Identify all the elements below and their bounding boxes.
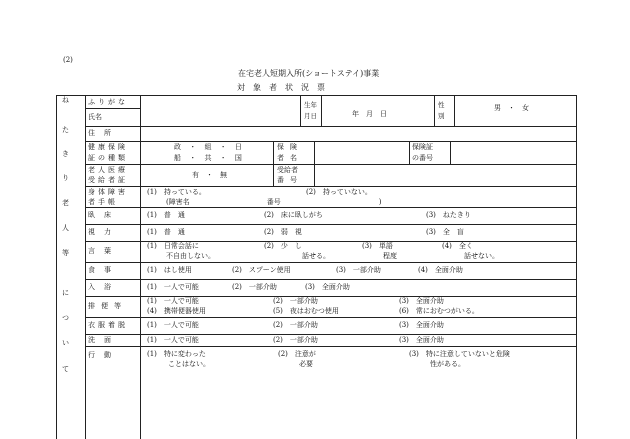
recipient-number-label-2: 番号	[277, 176, 303, 184]
insurance-number-field[interactable]	[451, 142, 575, 163]
insurance-type-options-2[interactable]: 船 ・ 共 ・ 国	[174, 154, 245, 162]
toilet-option-3[interactable]: (3) 全面介助	[399, 297, 444, 305]
behavior-option-1[interactable]: (1) 特に変わった	[147, 350, 206, 358]
vision-option-3[interactable]: (3) 全 盲	[426, 228, 464, 236]
furigana-label: ふりがな	[88, 98, 128, 106]
bed-option-1[interactable]: (1) 普 通	[147, 211, 185, 219]
toilet-option-5[interactable]: (5) 夜はおむつ使用	[273, 307, 339, 315]
recipient-number-label-1: 受給者	[277, 166, 298, 174]
vision-option-2[interactable]: (2) 弱 視	[264, 228, 302, 236]
meal-option-3[interactable]: (3) 一部介助	[336, 266, 381, 274]
insurance-number-label-2: の番号	[412, 154, 433, 162]
bath-option-2[interactable]: (2) 一部介助	[232, 283, 277, 291]
toilet-option-1[interactable]: (1) 一人で可能	[147, 297, 199, 305]
bed-option-2[interactable]: (2) 床に臥しがち	[264, 211, 323, 219]
disability-option-2[interactable]: (2) 持っていない。	[306, 188, 372, 196]
sex-label-2: 別	[438, 112, 445, 120]
furigana-field[interactable]	[141, 96, 299, 108]
speech-option-4[interactable]: (4) 全く	[442, 242, 473, 250]
behavior-option-2[interactable]: (2) 注意が	[278, 350, 316, 358]
address-field[interactable]	[141, 127, 575, 140]
disability-label-1: 身体障害	[88, 188, 128, 196]
behavior-option-3[interactable]: (3) 特に注意していないと危険	[409, 350, 510, 358]
document-title: 在宅老人短期入所(ショートステイ)事業	[238, 69, 380, 78]
meal-label: 食事	[88, 266, 120, 274]
insured-name-label-1: 保険	[277, 143, 303, 151]
dressing-label: 衣服着脱	[88, 321, 128, 329]
bed-option-3[interactable]: (3) ねたきり	[426, 211, 471, 219]
sex-options[interactable]: 男 ・ 女	[494, 104, 529, 112]
insurance-type-label-1: 健康保険	[88, 143, 128, 151]
vision-label: 視力	[88, 228, 120, 236]
elder-medical-options[interactable]: 有 ・ 無	[192, 171, 227, 179]
address-label: 住所	[88, 129, 120, 137]
vision-option-1[interactable]: (1) 普 通	[147, 228, 185, 236]
speech-option-3[interactable]: (3) 単語	[362, 242, 393, 250]
face-wash-option-1[interactable]: (1) 一人で可能	[147, 336, 199, 344]
toilet-option-6[interactable]: (6) 常におむつがいる。	[399, 307, 479, 315]
document-subtitle: 対 象 者 状 況 票	[237, 83, 325, 92]
toilet-label: 排便等	[88, 302, 127, 310]
speech-option-2[interactable]: (2) 少 し	[264, 242, 302, 250]
insurance-type-label-2: 証の種類	[88, 154, 128, 162]
bath-label: 入浴	[88, 283, 120, 291]
speech-option-1[interactable]: (1) 日常会話に	[147, 242, 199, 250]
bath-option-3[interactable]: (3) 全面介助	[305, 283, 350, 291]
speech-label: 言葉	[88, 247, 120, 255]
face-wash-label: 洗面	[88, 336, 120, 344]
face-wash-option-3[interactable]: (3) 全面介助	[399, 336, 444, 344]
meal-option-2[interactable]: (2) スプーン使用	[232, 266, 291, 274]
insurance-number-label-1: 保険証	[412, 143, 433, 151]
dressing-option-1[interactable]: (1) 一人で可能	[147, 321, 199, 329]
name-label: 氏名	[88, 113, 102, 121]
toilet-option-4[interactable]: (4) 携帯便器使用	[147, 307, 206, 315]
birth-date-field[interactable]: 年 月 日	[352, 110, 387, 118]
meal-option-1[interactable]: (1) はし使用	[147, 266, 192, 274]
recipient-number-field[interactable]	[315, 165, 575, 185]
bed-label: 臥床	[88, 211, 120, 219]
insured-name-field[interactable]	[315, 142, 408, 163]
bath-option-1[interactable]: (1) 一人で可能	[147, 283, 199, 291]
sex-label-1: 性	[438, 101, 445, 109]
page-label: (2)	[63, 56, 73, 64]
behavior-label: 行動	[88, 351, 120, 359]
insurance-type-options-1[interactable]: 政 ・ 組 ・ 日	[174, 143, 245, 151]
insured-name-label-2: 者名	[277, 154, 303, 162]
disability-label-2: 者手帳	[88, 198, 118, 206]
meal-option-4[interactable]: (4) 全面介助	[418, 266, 463, 274]
name-field[interactable]	[141, 109, 299, 125]
face-wash-option-2[interactable]: (2) 一部介助	[273, 336, 318, 344]
elder-medical-label-1: 老人医療	[88, 166, 128, 174]
elder-medical-label-2: 受給者証	[88, 176, 128, 184]
birth-label-2: 月日	[304, 112, 317, 120]
dressing-option-3[interactable]: (3) 全面介助	[399, 321, 444, 329]
disability-detail[interactable]: (障害名 番号 )	[166, 198, 382, 206]
toilet-option-2[interactable]: (2) 一部介助	[273, 297, 318, 305]
birth-label-1: 生年	[304, 101, 317, 109]
dressing-option-2[interactable]: (2) 一部介助	[273, 321, 318, 329]
disability-option-1[interactable]: (1) 持っている。	[147, 188, 206, 196]
